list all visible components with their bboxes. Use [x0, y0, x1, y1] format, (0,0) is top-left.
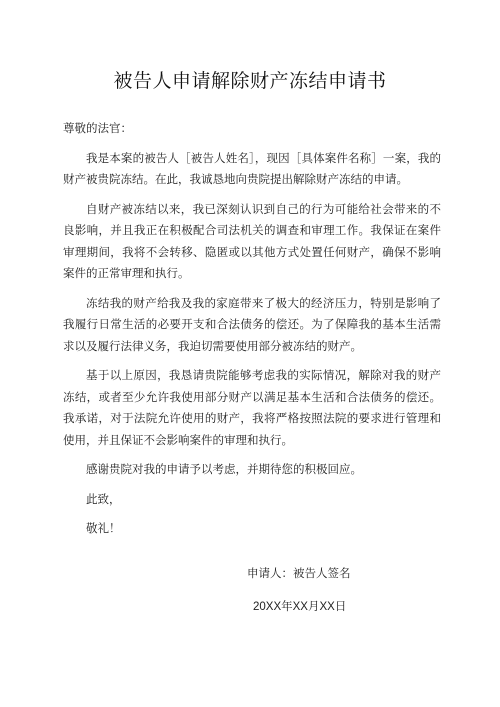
salutation: 尊敬的法官：: [63, 121, 132, 135]
paragraph-5: 感谢贵院对我的申请予以考虑，并期待您的积极回应。: [86, 462, 362, 476]
signature-date: 20XX年XX月XX日: [253, 601, 347, 613]
closing-regards: 敬礼！: [86, 521, 121, 535]
paragraph-2: 自财产被冻结以来，我已深刻认识到自己的行为可能给社会带来的不良影响，并且我正在积极配合司法机关的调查和审理工作。我保证在案件审理期间，我将不会转移、隐匿或以其他方式处置任何财产，确保不影响案件的正常审理和执行。: [63, 201, 441, 280]
document-title: 被告人申请解除财产冻结申请书: [113, 70, 387, 92]
document-body: [63, 118, 441, 548]
paragraph-4: 基于以上原因，我恳请贵院能够考虑我的实际情况，解除对我的财产冻结，或者至少允许我使用部分财产以满足基本生活和合法债务的偿还。我承诺，对于法院允许使用的财产，我将严格按照法院的要求进行管理和使用，并且保证不会影响案件的审理和执行。: [63, 368, 441, 447]
paragraph-3: 冻结我的财产给我及我的家庭带来了极大的经济压力，特别是影响了我履行日常生活的必要开支和合法债务的偿还。为了保障我的基本生活需求以及履行法律义务，我迫切需要使用部分被冻结的财产。: [63, 295, 441, 353]
paragraph-1: 我是本案的被告人［被告人姓名］，现因［具体案件名称］一案，我的财产被贵院冻结。在此，我诚恳地向贵院提出解除财产冻结的申请。: [63, 150, 441, 186]
applicant-signature-line: 申请人：被告人签名: [247, 566, 351, 580]
closing-salute: 此致，: [86, 491, 121, 506]
